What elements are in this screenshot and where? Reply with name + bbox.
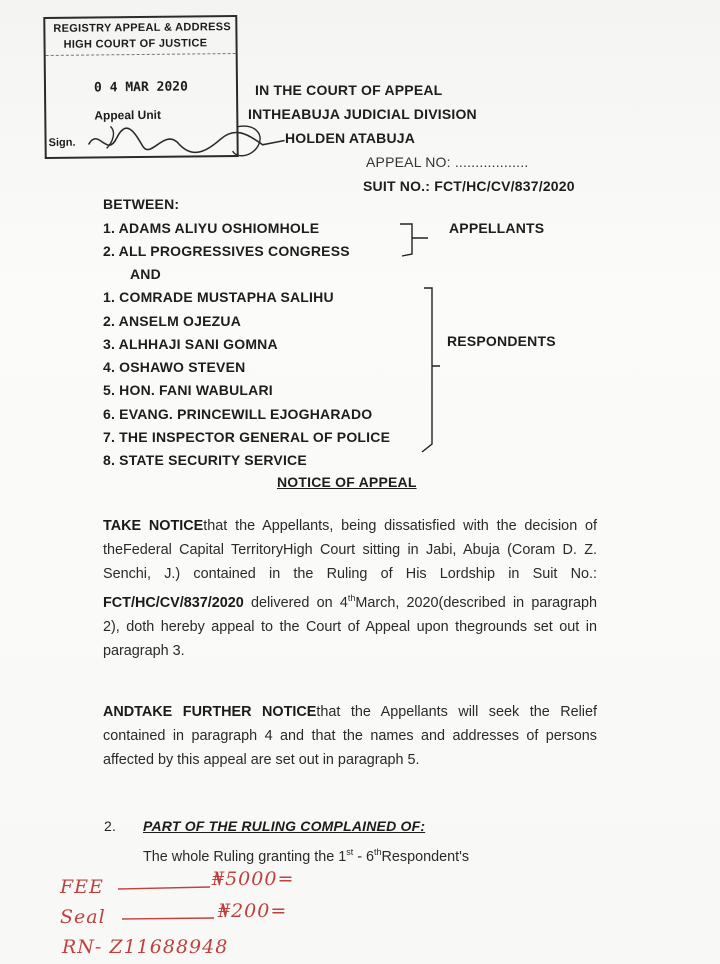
respondent-item: 6. EVANG. PRINCEWILL EJOGHARADO <box>103 406 373 422</box>
appellants-label: APPELLANTS <box>449 220 545 236</box>
signature-scribble <box>86 120 286 164</box>
take-notice-lead: TAKE NOTICE <box>103 518 204 534</box>
seal-dash <box>120 912 216 924</box>
stamp-unit: Appeal Unit <box>94 107 162 123</box>
and-label: AND <box>130 266 161 282</box>
section-text-a: The whole Ruling granting the 1 <box>143 848 347 865</box>
receipt-number: RN- Z11688948 <box>62 936 229 958</box>
respondent-item: 8. STATE SECURITY SERVICE <box>103 452 307 468</box>
stamp-date: 0 4 MAR 2020 <box>93 79 189 96</box>
respondent-item: 4. OSHAWO STEVEN <box>103 359 246 375</box>
holden-line: HOLDEN ATABUJA <box>285 130 416 146</box>
fee-value: ₦5000= <box>212 868 295 890</box>
section-sup-a: st <box>346 847 354 857</box>
para1-text-c: March, 2020(described in paragraph 2), doth hereby appeal to the Court of Appeal upon thegrounds set out in paragraph 3. <box>103 594 597 659</box>
respondents-label: RESPONDENTS <box>447 333 556 349</box>
section-sup-b: th <box>374 847 382 857</box>
section-text-b: - 6 <box>353 848 375 865</box>
fee-label: FEE <box>60 876 104 898</box>
section-number: 2. <box>104 818 117 834</box>
further-notice-paragraph <box>103 700 597 772</box>
para1-text-b: delivered on 4 <box>243 594 348 611</box>
respondent-item: 2. ANSELM OJEZUA <box>103 313 242 329</box>
court-title: IN THE COURT OF APPEAL <box>255 82 443 98</box>
section-title: PART OF THE RULING COMPLAINED OF: <box>143 818 426 834</box>
para1-superscript: th <box>347 593 356 603</box>
respondent-item: 1. COMRADE MUSTAPHA SALIHU <box>103 289 334 305</box>
respondent-item: 7. THE INSPECTOR GENERAL OF POLICE <box>103 429 391 445</box>
para1-text-a: that the Appellants, being dissatisfied with the decision of theFederal Capital TerritoryHigh Court sitting in Jabi, Abuja (Coram D. Z. Senchi, J.) contained in the Ruling of His Lordship in Suit No.: <box>103 518 598 582</box>
respondent-item: 5. HON. FANI WABULARI <box>103 382 273 398</box>
stamp-divider <box>46 53 236 56</box>
seal-value: ₦200= <box>218 900 288 922</box>
seal-label: Seal <box>60 906 106 928</box>
appellant-item: 2. ALL PROGRESSIVES CONGRESS <box>103 243 350 259</box>
further-notice-lead: ANDTAKE FURTHER NOTICE <box>103 704 317 720</box>
respondents-brace <box>418 284 442 458</box>
section-text <box>143 840 603 869</box>
suit-no: SUIT NO.: FCT/HC/CV/837/2020 <box>363 178 575 194</box>
stamp-registry-line: REGISTRY APPEAL & ADDRESS <box>53 21 232 35</box>
division-title: INTHEABUJA JUDICIAL DIVISION <box>248 106 477 122</box>
appellant-item: 1. ADAMS ALIYU OSHIOMHOLE <box>103 220 320 236</box>
take-notice-paragraph <box>103 514 597 663</box>
respondent-item: 3. ALHHAJI SANI GOMNA <box>103 336 278 352</box>
stamp-sign-label: Sign. <box>48 136 76 149</box>
registry-stamp <box>43 15 238 159</box>
fee-dash <box>116 882 212 894</box>
notice-title: NOTICE OF APPEAL <box>277 474 417 490</box>
between-label: BETWEEN: <box>103 196 180 212</box>
appellants-brace <box>396 218 436 262</box>
section-text-c: Respondent's <box>381 848 470 865</box>
para1-suit-code: FCT/HC/CV/837/2020 <box>103 594 244 611</box>
stamp-court-line: HIGH COURT OF JUSTICE <box>63 37 208 51</box>
para2-text: that the Appellants will seek the Relief contained in paragraph 4 and that the names and addresses of persons affected by this appeal are set out in paragraph 5. <box>103 704 597 768</box>
appeal-no: APPEAL NO: .................. <box>366 154 529 170</box>
